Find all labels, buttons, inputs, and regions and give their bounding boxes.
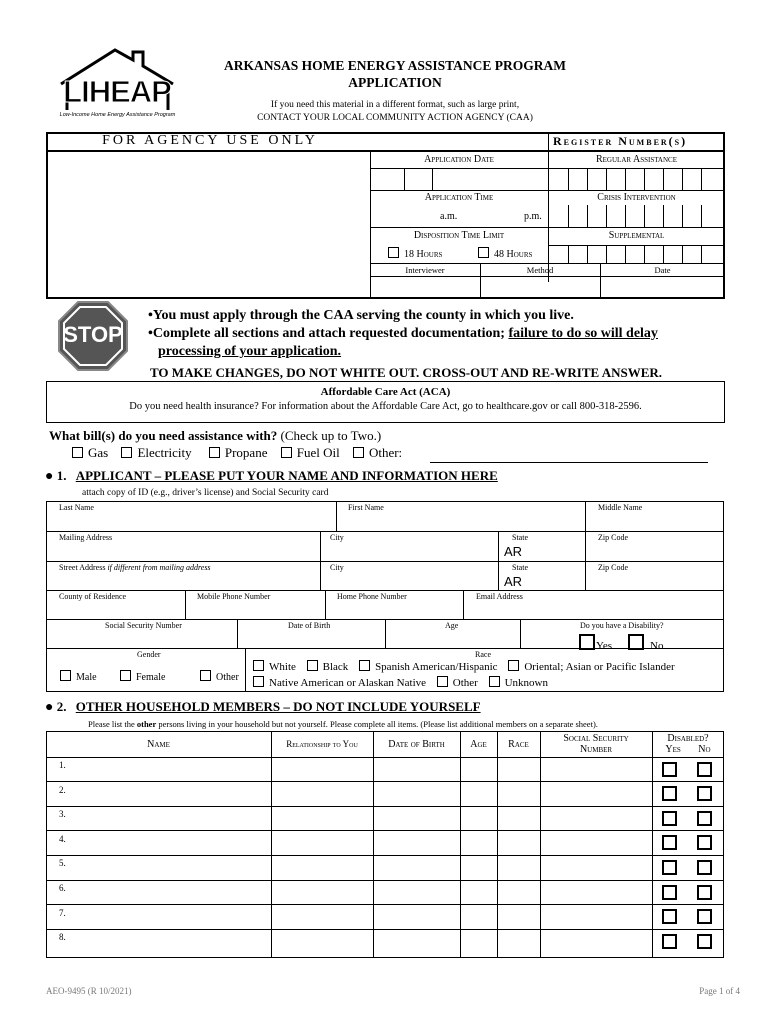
bill-option-other[interactable]: Other: bbox=[353, 445, 402, 460]
date-label: Date bbox=[654, 265, 671, 275]
col-name: Name bbox=[147, 739, 170, 750]
disabled-no-checkbox[interactable] bbox=[697, 885, 712, 900]
page-number: Page 1 of 4 bbox=[699, 986, 740, 996]
member-row-label: 4. bbox=[59, 834, 66, 844]
first-name-field[interactable] bbox=[338, 514, 583, 530]
middle-name-field[interactable] bbox=[587, 514, 722, 530]
disabled-no-checkbox[interactable] bbox=[697, 811, 712, 826]
disabled-yes-checkbox[interactable] bbox=[662, 762, 677, 777]
member-row-label: 6. bbox=[59, 883, 66, 893]
form-number: AEO-9495 (R 10/2021) bbox=[46, 986, 132, 996]
disabled-yes-checkbox[interactable] bbox=[662, 885, 677, 900]
checkbox-48-hours[interactable] bbox=[478, 247, 489, 258]
member-row-label: 5. bbox=[59, 858, 66, 868]
section2-note: Please list the other persons living in your household but not yourself. Please complete all items. (Please list additional members on a separate sheet). bbox=[88, 719, 598, 729]
option-48-hours[interactable]: 48 Hours bbox=[478, 247, 532, 260]
mailing-zip-label: Zip Code bbox=[598, 533, 628, 542]
checkbox-gas[interactable] bbox=[72, 447, 83, 458]
notice-bullet-2-cont: processing of your application. bbox=[158, 344, 342, 359]
disabled-yes-checkbox[interactable] bbox=[662, 835, 677, 850]
checkbox-gender-other[interactable] bbox=[200, 670, 211, 681]
mailing-city-label: City bbox=[330, 533, 344, 542]
first-name-label: First Name bbox=[348, 503, 384, 512]
section2-title: OTHER HOUSEHOLD MEMBERS – DO NOT INCLUDE YOURSELF bbox=[75, 699, 481, 714]
col-age: Age bbox=[470, 739, 487, 750]
member-row-label: 7. bbox=[59, 908, 66, 918]
street-city-label: City bbox=[330, 563, 344, 572]
member-row-label: 3. bbox=[59, 809, 66, 819]
race-hispanic-option[interactable]: Spanish American/Hispanic bbox=[359, 661, 498, 673]
contact-note: CONTACT YOUR LOCAL COMMUNITY ACTION AGENCY (CAA) bbox=[257, 113, 533, 123]
supplemental-label: Supplemental bbox=[608, 230, 665, 241]
col-race: Race bbox=[508, 739, 529, 750]
section2-bullet: ● bbox=[45, 700, 54, 715]
disabled-no-checkbox[interactable] bbox=[697, 786, 712, 801]
disabled-yes-checkbox[interactable] bbox=[662, 786, 677, 801]
member-row-label: 2. bbox=[59, 785, 66, 795]
option-18-hours[interactable]: 18 Hours bbox=[388, 247, 442, 260]
checkbox-other[interactable] bbox=[353, 447, 364, 458]
gender-other-option[interactable]: Other bbox=[200, 670, 239, 683]
street-address-label: Street Address if different from mailing address bbox=[59, 563, 211, 572]
race-other-option[interactable]: Other bbox=[437, 677, 478, 689]
home-phone-label: Home Phone Number bbox=[337, 592, 407, 601]
email-label: Email Address bbox=[476, 592, 523, 601]
interviewer-label: Interviewer bbox=[405, 265, 445, 275]
member-row-label: 8. bbox=[59, 932, 66, 942]
disabled-yes-checkbox[interactable] bbox=[662, 860, 677, 875]
race-asian-option[interactable]: Oriental; Asian or Pacific Islander bbox=[508, 661, 674, 673]
section1-number: 1. bbox=[56, 468, 67, 483]
checkbox-18-hours[interactable] bbox=[388, 247, 399, 258]
checkbox-white[interactable] bbox=[253, 660, 264, 671]
crisis-intervention-label: Crisis Intervention bbox=[597, 192, 676, 203]
street-state-value: AR bbox=[504, 574, 523, 589]
checkbox-fuel-oil[interactable] bbox=[281, 447, 292, 458]
form-subtitle: APPLICATION bbox=[348, 75, 442, 90]
disability-yes-option[interactable]: Yes bbox=[579, 634, 612, 652]
race-white-option[interactable]: White bbox=[253, 661, 296, 673]
bill-option-gas[interactable]: Gas bbox=[72, 445, 108, 460]
col-dob: Date of Birth bbox=[388, 739, 445, 750]
col-disabled: Disabled? bbox=[667, 733, 709, 744]
bill-option-propane[interactable]: Propane bbox=[209, 445, 268, 460]
logo-subtext: Low-Income Home Energy Assistance Program bbox=[59, 112, 176, 118]
col-ssn: Social Security bbox=[563, 733, 629, 744]
household-table bbox=[46, 731, 724, 958]
county-label: County of Residence bbox=[59, 592, 127, 601]
am-label: a.m. bbox=[440, 211, 458, 222]
ssn-label: Social Security Number bbox=[105, 621, 182, 630]
last-name-label: Last Name bbox=[59, 503, 94, 512]
aca-title: Affordable Care Act (ACA) bbox=[320, 386, 451, 398]
mailing-state-label: State bbox=[512, 533, 528, 542]
section1-note: attach copy of ID (e.g., driver’s license) and Social Security card bbox=[82, 488, 329, 498]
pm-label: p.m. bbox=[524, 211, 542, 222]
format-note: If you need this material in a different format, such as large print, bbox=[270, 100, 520, 110]
regular-assistance-label: Regular Assistance bbox=[595, 154, 677, 165]
section1-title: APPLICANT – PLEASE PUT YOUR NAME AND INFORMATION HERE bbox=[75, 468, 498, 483]
disabled-no-checkbox[interactable] bbox=[697, 909, 712, 924]
mailing-state-value: AR bbox=[504, 544, 523, 559]
stop-sign bbox=[57, 300, 129, 372]
logo-text: LIHEAP bbox=[63, 74, 171, 109]
agency-use-title: FOR AGENCY USE ONLY bbox=[102, 133, 318, 148]
disposition-time-limit-label: Disposition Time Limit bbox=[413, 230, 505, 241]
section2-number: 2. bbox=[56, 699, 67, 714]
race-label: Race bbox=[475, 650, 491, 659]
disability-question: Do you have a Disability? bbox=[580, 621, 664, 630]
checkbox-black[interactable] bbox=[307, 660, 318, 671]
application-time-label: Application Time bbox=[424, 192, 494, 203]
checkbox-female[interactable] bbox=[120, 670, 131, 681]
checkbox-race-unknown[interactable] bbox=[489, 676, 500, 687]
dob-label: Date of Birth bbox=[288, 621, 331, 630]
checkbox-male[interactable] bbox=[60, 670, 71, 681]
race-native-option[interactable]: Native American or Alaskan Native bbox=[253, 677, 426, 689]
section1-bullet: ● bbox=[45, 469, 54, 484]
application-date-label: Application Date bbox=[424, 154, 494, 165]
disabled-no-checkbox[interactable] bbox=[697, 934, 712, 949]
member-row-label: 1. bbox=[59, 760, 66, 770]
bills-question: What bill(s) do you need assistance with? bbox=[49, 428, 278, 443]
checkbox-asian[interactable] bbox=[508, 660, 519, 671]
gender-female-option[interactable]: Female bbox=[120, 670, 165, 683]
street-state-label: State bbox=[512, 563, 528, 572]
method-label: Method bbox=[526, 265, 554, 275]
race-black-option[interactable]: Black bbox=[307, 661, 349, 673]
gender-male-option[interactable]: Male bbox=[60, 670, 97, 683]
race-unknown-option[interactable]: Unknown bbox=[489, 677, 548, 689]
checkbox-hispanic[interactable] bbox=[359, 660, 370, 671]
disabled-no-checkbox[interactable] bbox=[697, 835, 712, 850]
checkbox-race-other[interactable] bbox=[437, 676, 448, 687]
checkbox-propane[interactable] bbox=[209, 447, 220, 458]
street-zip-label: Zip Code bbox=[598, 563, 628, 572]
middle-name-label: Middle Name bbox=[598, 503, 643, 512]
notice-bullet-1: •You must apply through the CAA serving the county in which you live. bbox=[148, 308, 574, 323]
disabled-no-checkbox[interactable] bbox=[697, 860, 712, 875]
bill-other-line[interactable] bbox=[430, 462, 708, 463]
disabled-no-checkbox[interactable] bbox=[697, 762, 712, 777]
notice-bullet-2: •Complete all sections and attach requested documentation; failure to do so will delay bbox=[148, 326, 658, 341]
register-numbers-label: Register Number(s) bbox=[553, 134, 688, 148]
checkbox-native[interactable] bbox=[253, 676, 264, 687]
bill-option-electricity[interactable]: Electricity bbox=[121, 445, 191, 460]
bills-hint: (Check up to Two.) bbox=[280, 428, 382, 443]
form-title: ARKANSAS HOME ENERGY ASSISTANCE PROGRAM bbox=[223, 58, 567, 73]
aca-text: Do you need health insurance? For information about the Affordable Care Act, go to healthcare.gov or call 800-318-2596. bbox=[129, 401, 642, 412]
age-label: Age bbox=[445, 621, 459, 630]
disabled-yes-checkbox[interactable] bbox=[662, 811, 677, 826]
stop-sign-text: STOP bbox=[63, 322, 123, 347]
disabled-yes-checkbox[interactable] bbox=[662, 934, 677, 949]
bill-option-fuel-oil[interactable]: Fuel Oil bbox=[281, 445, 340, 460]
checkbox-electricity[interactable] bbox=[121, 447, 132, 458]
last-name-field[interactable] bbox=[48, 514, 334, 530]
changes-notice: TO MAKE CHANGES, DO NOT WHITE OUT. CROSS-OUT AND RE-WRITE ANSWER. bbox=[150, 365, 663, 380]
col-relationship: Relationship to You bbox=[286, 739, 358, 749]
mailing-address-label: Mailing Address bbox=[59, 533, 113, 542]
disability-no-option[interactable]: No bbox=[628, 634, 663, 652]
disabled-yes-checkbox[interactable] bbox=[662, 909, 677, 924]
mobile-phone-label: Mobile Phone Number bbox=[197, 592, 271, 601]
gender-label: Gender bbox=[137, 650, 161, 659]
